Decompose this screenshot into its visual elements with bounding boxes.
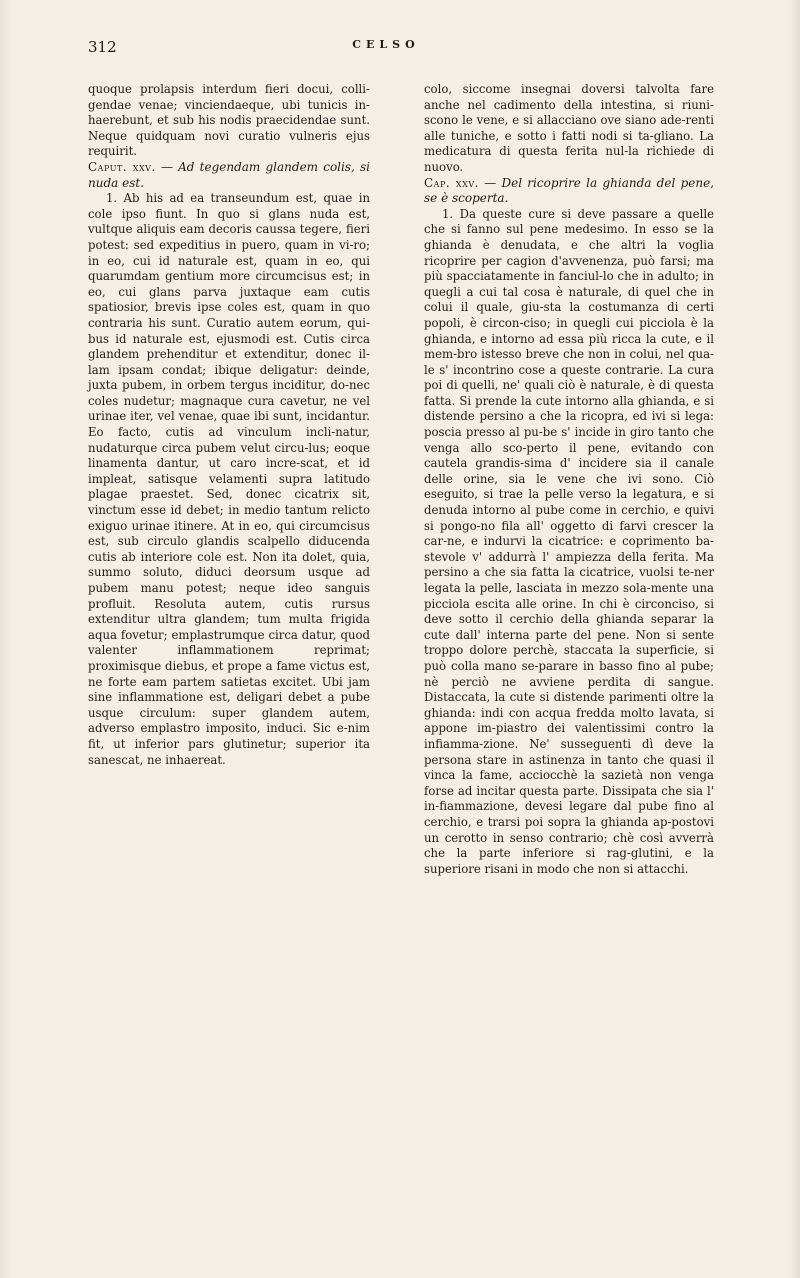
italian-body-text: Da queste cure si deve passare a quelle che si fanno sul pene medesimo. In esso se la ghianda è denudata, e che altri la voglia ricoprire per cagion d'avvenenza, può farsi; ma più spacciatamente in fanciul-lo che in adulto; in quegli a cui tal cosa è naturale, di quel che in colui il quale, giu-sta la costumanza di certi popoli, è circon-ciso; in quegli cui picciola è la ghianda, e intorno ad essa più ricca la cute, e il mem-bro istesso breve che non in colui, nel qua-le s' incontrino cose a queste contrarie. La cura poi di quelli, ne' quali ciò è naturale, è di questa fatta. Si prende la cute intorno alla ghianda, e si distende persino a che la ricopra, ed ivi si lega: poscia presso al pu-be s' incide in giro tanto che venga allo sco-perto il pene, evitando con cautela grandis-sima d' incidere sia il canale delle orine, sia le vene che ivi sono. Ciò eseguito, si trae la pelle verso la legatura, e si denuda intorno al pube come in cerchio, e quivi si pongo-no fila all' oggetto di farvi crescer la car-ne, e indurvi la cicatrice: e coprimento ba-stevole v' addurrà l' ampiezza della ferita. Ma persino a che sia fatta la cicatrice, vuolsi te-ner legata la pelle, lasciata in mezzo sola-mente una picciola escita alle orine. In chi è circonciso, si deve sotto il cerchio della ghianda separar la cute dall' interna parte del pene. Non si sente troppo dolore perchè, staccata la superficie, si può colla mano se-parare in basso fino al pube; nè perciò ne avviene perdita di sangue. Distaccata, la cute si distende parimenti oltre la ghianda: indi con acqua fredda molto lavata, si appone im-piastro dei valentissimi contro la infiamma-zione. Ne' susseguenti dì deve la persona stare in astinenza in tanto che quasi il vinca la fame, acciocchè la sazietà non venga forse ad incitar questa parte. Dissipata che sia l' in-fiammazione, devesi legare dal pube fino al cerchio, e trarsi poi sopra la ghianda ap-postovi un cerotto in senso contrario; chè così avverrà che la parte inferiore si rag-glutini, e la superiore risani in modo che non si attacchi. bbox=[424, 206, 714, 876]
italian-chapter-number: Cap. xxv. bbox=[424, 175, 479, 190]
latin-body-paragraph bbox=[88, 191, 370, 768]
page-edge-shadow bbox=[790, 0, 800, 1278]
italian-heading-dash: — bbox=[478, 175, 502, 190]
latin-heading-dash: — bbox=[155, 159, 179, 174]
italian-body-paragraph bbox=[424, 207, 714, 878]
page-number: 312 bbox=[88, 38, 117, 56]
italian-intro-paragraph: colo, siccome insegnai doversi talvolta fare anche nel cadimento della intestina, si riuni-scono le vene, e si allacciano ove siano ade-renti alle tuniche, e sotto i fatti nodi si ta-gliano. La medicatura di questa ferita nul-la richiede di nuovo. bbox=[424, 82, 714, 174]
latin-body-text: Ab his ad ea transeundum est, quae in cole ipso fiunt. In quo si glans nuda est, vultque aliquis eam decoris caussa tegere, fieri potest: sed expeditius in puero, quam in vi-ro; in eo, cui id naturale est, quam in eo, qui quarumdam gentium more circumcisus est; in eo, cui glans parva juxtaque eam cutis spatiosior, brevis ipse coles est, quam in quo contraria his sunt. Curatio autem eorum, qui-bus id naturale est, ejusmodi est. Cutis circa glandem prehenditur et extenditur, donec il-lam ipsam condat; ibique deligatur: deinde, juxta pubem, in orbem tergus inciditur, do-nec coles nudetur; magnaque cura cavetur, ne vel urinae iter, vel venae, quae ibi sunt, incidantur. Eo facto, cutis ad vinculum incli-natur, nudaturque circa pubem velut circu-lus; eoque linamenta dantur, ut caro incre-scat, et id impleat, satisque velamenti supra latitudo plagae praestet. Sed, donec cicatrix sit, vinctum esse id debet; in medio tantum relicto exiguo urinae itinere. At in eo, qui circumcisus est, sub circulo glandis scalpello diducenda cutis ab interiore cole est. Non ita dolet, quia, summo soluto, diduci deorsum usque ad pubem manu potest; neque ideo sanguis profluit. Resoluta autem, cutis rursus extenditur ultra glandem; tum multa frigida aqua fovetur; emplastrumque circa datur, quod valenter inflammationem reprimat; proximisque diebus, et prope a fame victus est, ne forte eam partem satietas excitet. Ubi jam sine inflammatione est, deligari debet a pube usque circulum: super glandem autem, adverso emplastro imposito, induci. Sic e-nim fit, ut inferior pars glutinetur; superior ita sanescat, ne inhaereat. bbox=[88, 191, 370, 767]
running-head: CELSO bbox=[352, 38, 420, 51]
latin-chapter-heading bbox=[88, 160, 370, 191]
latin-paragraph-number: 1. bbox=[106, 191, 118, 206]
italian-chapter-heading bbox=[424, 176, 714, 207]
latin-chapter-number: Caput. xxv. bbox=[88, 159, 156, 174]
latin-chapter-title: Ad tegendam glandem colis, si nuda est. bbox=[88, 159, 370, 190]
latin-intro-paragraph: quoque prolapsis interdum fieri docui, colli-gendae venae; vinciendaeque, ubi tunicis in-haerebunt, et sub his nodis praecidendae sunt. Neque quidquam novi curatio vulneris ejus requirit. bbox=[88, 82, 370, 159]
italian-paragraph-number: 1. bbox=[442, 206, 454, 221]
italian-chapter-title: Del ricoprire la ghianda del pene, se è scoperta. bbox=[424, 175, 714, 206]
italian-column bbox=[424, 82, 714, 877]
page-header bbox=[88, 38, 684, 64]
page-gutter-shadow bbox=[0, 0, 14, 1278]
latin-column bbox=[88, 82, 370, 768]
